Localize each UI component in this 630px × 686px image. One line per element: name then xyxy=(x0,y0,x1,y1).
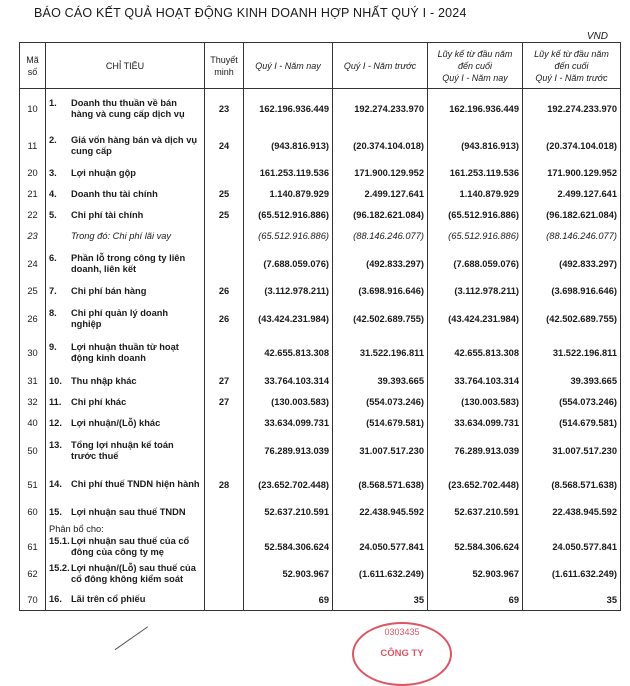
q-this-cell: (3.112.978.211) xyxy=(244,281,333,302)
table-row xyxy=(20,336,621,371)
item-number: 7. xyxy=(49,285,57,296)
q-prev-cell: (1.611.632.249) xyxy=(333,558,428,590)
code-cell: 50 xyxy=(20,434,46,468)
note-cell: 26 xyxy=(205,302,244,336)
report-title: BÁO CÁO KẾT QUẢ HOẠT ĐỘNG KINH DOANH HỢP NHẤT QUÝ I - 2024 xyxy=(34,6,467,20)
item-number: 3. xyxy=(49,167,57,178)
q-prev-cell: 2.499.127.641 xyxy=(333,184,428,205)
q-prev-cell xyxy=(333,523,428,536)
q-prev-cell: (88.146.246.077) xyxy=(333,226,428,247)
ytd-this-cell: 33.764.103.314 xyxy=(428,371,523,392)
ytd-this-cell: 161.253.119.536 xyxy=(428,163,523,184)
q-this-cell: 42.655.813.308 xyxy=(244,336,333,371)
q-prev-cell: (492.833.297) xyxy=(333,247,428,281)
item-cell xyxy=(46,502,205,523)
company-stamp xyxy=(352,622,452,686)
item-label: Doanh thu thuần về bán hàng và cung cấp dịch vụ xyxy=(71,97,185,119)
item-cell xyxy=(46,129,205,163)
item-number: 5. xyxy=(49,209,57,220)
note-cell xyxy=(205,226,244,247)
code-cell xyxy=(20,523,46,536)
ytd-this-cell: (943.816.913) xyxy=(428,129,523,163)
q-this-cell: 33.634.099.731 xyxy=(244,413,333,434)
q-this-cell: (943.816.913) xyxy=(244,129,333,163)
q-this-cell xyxy=(244,523,333,536)
ytd-this-cell: 1.140.879.929 xyxy=(428,184,523,205)
ytd-prev-cell: 2.499.127.641 xyxy=(523,184,621,205)
item-label: Lợi nhuận/(Lỗ) khác xyxy=(71,417,161,428)
q-this-cell: 69 xyxy=(244,590,333,611)
q-prev-cell: 35 xyxy=(333,590,428,611)
item-label: Chi phí quản lý doanh nghiệp xyxy=(71,307,169,329)
ytd-this-cell xyxy=(428,523,523,536)
ytd-prev-cell: 35 xyxy=(523,590,621,611)
note-cell: 24 xyxy=(205,129,244,163)
table-row xyxy=(20,502,621,523)
ytd-this-cell: 52.584.306.624 xyxy=(428,536,523,558)
item-label: Lợi nhuận/(Lỗ) sau thuế của cổ đông không kiểm soát xyxy=(71,562,196,584)
code-cell: 10 xyxy=(20,89,46,129)
ytd-this-cell: 52.637.210.591 xyxy=(428,502,523,523)
ytd-prev-cell: 31.007.517.230 xyxy=(523,434,621,468)
q-prev-cell: (42.502.689.755) xyxy=(333,302,428,336)
item-cell xyxy=(46,434,205,468)
header-item: CHỈ TIÊU xyxy=(46,43,205,89)
note-cell xyxy=(205,523,244,536)
item-number: 12. xyxy=(49,417,62,428)
note-cell xyxy=(205,590,244,611)
item-number: 15.2. xyxy=(49,562,70,573)
code-cell: 21 xyxy=(20,184,46,205)
item-cell xyxy=(46,536,205,558)
ytd-prev-cell: 24.050.577.841 xyxy=(523,536,621,558)
code-cell: 60 xyxy=(20,502,46,523)
ytd-prev-cell: (88.146.246.077) xyxy=(523,226,621,247)
item-label: Giá vốn hàng bán và dịch vụ cung cấp xyxy=(71,134,198,156)
table-row xyxy=(20,205,621,226)
item-cell xyxy=(46,163,205,184)
ytd-prev-cell: 171.900.129.952 xyxy=(523,163,621,184)
code-cell: 32 xyxy=(20,392,46,413)
ytd-this-cell: (3.112.978.211) xyxy=(428,281,523,302)
stamp-line-1: 0303435 xyxy=(384,627,420,637)
q-prev-cell: (20.374.104.018) xyxy=(333,129,428,163)
item-number: 14. xyxy=(49,479,62,489)
ytd-this-cell: 42.655.813.308 xyxy=(428,336,523,371)
ytd-this-cell: 76.289.913.039 xyxy=(428,434,523,468)
ytd-this-cell: 69 xyxy=(428,590,523,611)
table-row xyxy=(20,163,621,184)
code-cell: 24 xyxy=(20,247,46,281)
item-cell xyxy=(46,226,205,247)
table-row xyxy=(20,302,621,336)
header-q-this: Quý I - Năm nay xyxy=(244,43,333,89)
item-cell xyxy=(46,371,205,392)
q-prev-cell: 171.900.129.952 xyxy=(333,163,428,184)
item-label: Chi phí khác xyxy=(71,396,127,407)
item-number: 8. xyxy=(49,307,57,318)
item-number: 1. xyxy=(49,97,57,108)
stamp-line-2: CÔNG TY xyxy=(380,648,424,659)
q-prev-cell: (514.679.581) xyxy=(333,413,428,434)
q-this-cell: 1.140.879.929 xyxy=(244,184,333,205)
ytd-this-cell: (65.512.916.886) xyxy=(428,205,523,226)
ytd-prev-cell: 31.522.196.811 xyxy=(523,336,621,371)
item-number: 2. xyxy=(49,134,57,145)
ytd-prev-cell: (514.679.581) xyxy=(523,413,621,434)
item-label: Doanh thu tài chính xyxy=(71,188,158,199)
table-row xyxy=(20,184,621,205)
note-cell xyxy=(205,163,244,184)
ytd-prev-cell xyxy=(523,523,621,536)
item-label: Phần lỗ trong công ty liên doanh, liên kết xyxy=(71,252,186,274)
note-cell: 27 xyxy=(205,371,244,392)
table-header-row xyxy=(20,43,621,89)
ytd-prev-cell: 192.274.233.970 xyxy=(523,89,621,129)
item-label: Tổng lợi nhuận kế toán trước thuế xyxy=(71,439,174,461)
q-prev-cell: 31.007.517.230 xyxy=(333,434,428,468)
item-number: 6. xyxy=(49,252,57,263)
item-cell xyxy=(46,184,205,205)
table-row xyxy=(20,281,621,302)
q-prev-cell: 39.393.665 xyxy=(333,371,428,392)
note-cell xyxy=(205,336,244,371)
q-this-cell: (130.003.583) xyxy=(244,392,333,413)
income-statement-table xyxy=(19,42,621,611)
item-cell xyxy=(46,590,205,611)
item-number xyxy=(49,231,71,242)
table-row xyxy=(20,536,621,558)
ytd-this-cell: (130.003.583) xyxy=(428,392,523,413)
code-cell: 51 xyxy=(20,468,46,502)
header-note: Thuyết minh xyxy=(205,43,244,89)
item-label: Chi phí bán hàng xyxy=(71,285,147,296)
item-cell xyxy=(46,89,205,129)
page-corner-line xyxy=(115,626,166,674)
q-prev-cell: 22.438.945.592 xyxy=(333,502,428,523)
item-number: 11. xyxy=(49,396,62,407)
code-cell: 22 xyxy=(20,205,46,226)
q-this-cell: (7.688.059.076) xyxy=(244,247,333,281)
item-cell xyxy=(46,392,205,413)
note-cell: 27 xyxy=(205,392,244,413)
code-cell: 11 xyxy=(20,129,46,163)
q-this-cell: 161.253.119.536 xyxy=(244,163,333,184)
note-cell xyxy=(205,502,244,523)
ytd-prev-cell: (492.833.297) xyxy=(523,247,621,281)
item-cell xyxy=(46,413,205,434)
ytd-this-cell: (43.424.231.984) xyxy=(428,302,523,336)
q-prev-cell: 192.274.233.970 xyxy=(333,89,428,129)
ytd-prev-cell: (3.698.916.646) xyxy=(523,281,621,302)
item-label: Chi phí tài chính xyxy=(71,209,144,220)
ytd-prev-cell: (1.611.632.249) xyxy=(523,558,621,590)
ytd-prev-cell: (554.073.246) xyxy=(523,392,621,413)
q-this-cell: 52.584.306.624 xyxy=(244,536,333,558)
item-number: 9. xyxy=(49,342,57,352)
note-cell: 23 xyxy=(205,89,244,129)
q-prev-cell: (96.182.621.084) xyxy=(333,205,428,226)
code-cell: 40 xyxy=(20,413,46,434)
header-q-prev: Quý I - Năm trước xyxy=(333,43,428,89)
header-ytd-prev: Lũy kế từ đầu năm đến cuối Quý I - Năm trước xyxy=(523,43,621,89)
note-cell xyxy=(205,536,244,558)
code-cell: 23 xyxy=(20,226,46,247)
ytd-this-cell: 33.634.099.731 xyxy=(428,413,523,434)
item-cell xyxy=(46,247,205,281)
table-row xyxy=(20,523,621,536)
item-label: Lợi nhuận gộp xyxy=(71,167,136,178)
ytd-prev-cell: (8.568.571.638) xyxy=(523,468,621,502)
item-number: 15. xyxy=(49,506,62,517)
item-label: Lợi nhuận sau thuế TNDN xyxy=(71,506,186,517)
item-label: Chi phí thuế TNDN hiện hành xyxy=(71,479,200,489)
q-this-cell: (23.652.702.448) xyxy=(244,468,333,502)
q-this-cell: 162.196.936.449 xyxy=(244,89,333,129)
code-cell: 26 xyxy=(20,302,46,336)
item-label: Trong đó: Chi phí lãi vay xyxy=(71,230,172,241)
table-row xyxy=(20,226,621,247)
item-number: 10. xyxy=(49,375,62,386)
ytd-this-cell: 52.903.967 xyxy=(428,558,523,590)
table-row xyxy=(20,129,621,163)
item-label: Lãi trên cổ phiếu xyxy=(71,594,146,605)
note-cell: 25 xyxy=(205,205,244,226)
note-cell: 25 xyxy=(205,184,244,205)
code-cell: 31 xyxy=(20,371,46,392)
ytd-prev-cell: (96.182.621.084) xyxy=(523,205,621,226)
item-number: 4. xyxy=(49,188,57,199)
currency-unit: VND xyxy=(586,31,608,42)
ytd-this-cell: 162.196.936.449 xyxy=(428,89,523,129)
code-cell: 62 xyxy=(20,558,46,590)
q-prev-cell: (3.698.916.646) xyxy=(333,281,428,302)
q-this-cell: 52.903.967 xyxy=(244,558,333,590)
ytd-prev-cell: (42.502.689.755) xyxy=(523,302,621,336)
table-row xyxy=(20,558,621,590)
item-cell xyxy=(46,523,205,536)
item-cell xyxy=(46,205,205,226)
item-cell xyxy=(46,281,205,302)
header-code: Mã số xyxy=(20,43,46,89)
q-this-cell: (65.512.916.886) xyxy=(244,205,333,226)
item-label: Thu nhập khác xyxy=(71,375,137,386)
table-row xyxy=(20,247,621,281)
note-cell xyxy=(205,413,244,434)
q-prev-cell: (554.073.246) xyxy=(333,392,428,413)
q-this-cell: (65.512.916.886) xyxy=(244,226,333,247)
table-row xyxy=(20,89,621,129)
q-prev-cell: 31.522.196.811 xyxy=(333,336,428,371)
ytd-prev-cell: (20.374.104.018) xyxy=(523,129,621,163)
table-row xyxy=(20,392,621,413)
code-cell: 30 xyxy=(20,336,46,371)
q-this-cell: 52.637.210.591 xyxy=(244,502,333,523)
code-cell: 25 xyxy=(20,281,46,302)
header-ytd-this: Lũy kế từ đầu năm đến cuối Quý I - Năm nay xyxy=(428,43,523,89)
item-label: Phân bổ cho: xyxy=(49,523,104,534)
note-cell: 26 xyxy=(205,281,244,302)
table-row xyxy=(20,413,621,434)
note-cell xyxy=(205,247,244,281)
item-cell xyxy=(46,558,205,590)
q-prev-cell: 24.050.577.841 xyxy=(333,536,428,558)
item-number: 16. xyxy=(49,594,62,605)
ytd-this-cell: (65.512.916.886) xyxy=(428,226,523,247)
q-this-cell: (43.424.231.984) xyxy=(244,302,333,336)
ytd-this-cell: (7.688.059.076) xyxy=(428,247,523,281)
table-row xyxy=(20,371,621,392)
table-row xyxy=(20,468,621,502)
ytd-prev-cell: 22.438.945.592 xyxy=(523,502,621,523)
code-cell: 61 xyxy=(20,536,46,558)
note-cell xyxy=(205,558,244,590)
note-cell xyxy=(205,434,244,468)
code-cell: 70 xyxy=(20,590,46,611)
code-cell: 20 xyxy=(20,163,46,184)
ytd-this-cell: (23.652.702.448) xyxy=(428,468,523,502)
q-this-cell: 76.289.913.039 xyxy=(244,434,333,468)
note-cell: 28 xyxy=(205,468,244,502)
item-label: Lợi nhuận sau thuế của cổ đông của công ty mẹ xyxy=(71,535,190,557)
item-cell xyxy=(46,336,205,371)
item-cell xyxy=(46,468,205,502)
ytd-prev-cell: 39.393.665 xyxy=(523,371,621,392)
table-row xyxy=(20,590,621,611)
item-number: 15.1. xyxy=(49,535,70,546)
table-row xyxy=(20,434,621,468)
item-cell xyxy=(46,302,205,336)
item-number: 13. xyxy=(49,439,62,450)
item-label: Lợi nhuận thuần từ hoạt động kinh doanh xyxy=(71,342,179,363)
q-prev-cell: (8.568.571.638) xyxy=(333,468,428,502)
q-this-cell: 33.764.103.314 xyxy=(244,371,333,392)
